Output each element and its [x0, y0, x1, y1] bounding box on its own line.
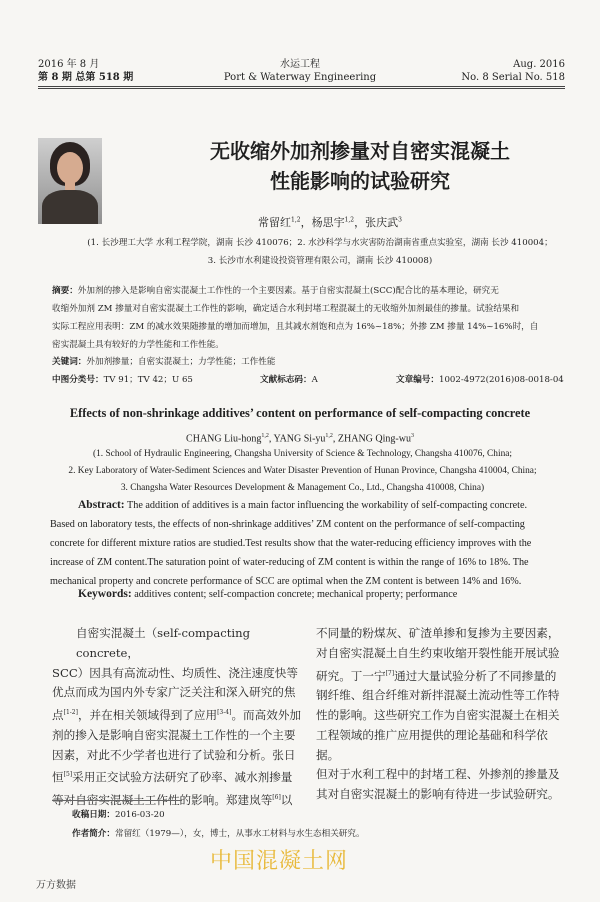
footnote: [72, 806, 365, 844]
abstract-en-line-5: mechanical property and concrete performance of SCC are optimal when the ZM content is between 14% and 16%.: [50, 576, 522, 587]
abstract-cn-label: 摘要：: [52, 286, 78, 296]
clc-label: 中图分类号：: [52, 375, 104, 385]
body-left-line: 等对自密实混凝土工作性的影响。郑建岚等[6]以: [52, 792, 293, 807]
body-left-line: 点[1-2]，并在相关领域得到了应用[3-4]。而高效外加: [52, 708, 302, 723]
keywords-cn: [52, 356, 275, 368]
body-right-line: 但对于水利工程中的封堵工程、外掺剂的掺量及: [316, 767, 560, 782]
keywords-en: [78, 588, 457, 600]
body-right-line: 研究。丁一宁[7]通过大量试验分析了不同掺量的: [316, 668, 557, 683]
body-left-column: [52, 624, 302, 811]
abstract-cn: [52, 282, 570, 354]
header-date-cn: 2016 年 8 月: [38, 59, 100, 70]
abstract-en-line-1: Abstract: The addition of additives is a main factor influencing the workability of self-compacting concrete.: [78, 499, 528, 511]
affil-en-line-1: (1. School of Hydraulic Engineering, Changsha University of Science & Technology, Changsha 410076, China;: [92, 449, 513, 459]
affil-cn-line-2: 3. 长沙市水利建设投资管理有限公司，湖南 长沙 410008): [207, 256, 433, 266]
article-no-label: 文章编号：: [396, 375, 439, 385]
authors-cn: 常留红$^{1,2}$，杨思宇$^{1,2}$，张庆武$^3$: [258, 216, 402, 229]
page-title: [150, 136, 570, 196]
author-photo: [38, 138, 102, 224]
doc-code-label: 文献标志码：: [260, 375, 312, 385]
affiliations-cn: [60, 234, 580, 270]
header-left: [38, 58, 133, 84]
watermark-text: 中国混凝土网: [210, 849, 349, 874]
body-left-line: 自密实混凝土（self-compacting concrete，: [76, 626, 251, 660]
affil-en-line-3: 3. Changsha Water Resources Development & Management Co., Ltd., Changsha 410008, China): [120, 483, 485, 493]
body-right-line: 对自密实混凝土自生约束收缩开裂性能开展试验: [316, 645, 560, 660]
body-left-line: 恒[5]采用正交试验方法研究了砂率、减水剂掺量: [52, 770, 293, 785]
header-issue-cn: 第 8 期 总第 518 期: [38, 72, 134, 83]
abstract-cn-line-4: 密实混凝土具有较好的力学性能和工作性能。: [52, 340, 224, 350]
body-right-line: 钢纤维、组合纤维对新拌混凝土流动性等工作特: [316, 688, 560, 703]
title-en: Effects of non-shrinkage additives’ content on performance of self-compacting concrete: [69, 406, 531, 420]
article-no-value: 1002-4972(2016)08-0018-04: [438, 375, 564, 385]
body-right-line: 性的影响。这些研究工作为自密实混凝土在相关: [316, 708, 560, 723]
title-line-2: 性能影响的试验研究: [270, 169, 450, 193]
body-left-line: 因素，对此不少学者也进行了试验和分析。张日: [52, 747, 296, 762]
title-line-1: 无收缩外加剂掺量对自密实混凝土: [210, 139, 510, 163]
abstract-cn-line-3: 实际工程应用表明：ZM 的减水效果随掺量的增加而增加，且其减水剂饱和点为 16%~18%；外掺 ZM 掺量 14%~16%时，自: [52, 322, 539, 332]
header-date-en: Aug. 2016: [513, 59, 565, 70]
source-label: 万方数据: [36, 880, 76, 891]
body-right-line: 不同量的粉煤灰、矿渣单掺和复掺为主要因素，: [316, 626, 560, 640]
keywords-en-text: additives content; self-compaction concrete; mechanical property; performance: [134, 589, 458, 600]
body-left-line: 优点而成为国内外专家广泛关注和深入研究的焦: [52, 685, 296, 700]
abstract-en-line-3: concrete for different mixture ratios are studied.Test results show that the water-reducing efficiency improves with the: [50, 538, 532, 549]
header-issue-en: No. 8 Serial No. 518: [461, 72, 565, 83]
abstract-en-line-4: increase of ZM content.The saturation point of water-reducing of ZM content is within the range of 16% to 18%. The: [50, 557, 529, 568]
abstract-en: [50, 496, 570, 591]
body-left-line: SCC）因具有高流动性、均质性、浇注速度快等: [52, 665, 298, 680]
clc-value: TV 91；TV 42；U 65: [103, 375, 193, 385]
keywords-cn-label: 关键词：: [52, 357, 87, 367]
keywords-en-label: Keywords:: [78, 588, 132, 600]
footnote-rule: [52, 800, 182, 801]
header-rule-thin: [38, 88, 565, 89]
journal-name-en: Port & Waterway Engineering: [223, 72, 377, 83]
abstract-en-line-2: Based on laboratory tests, the effects of non-shrinkage additives’ ZM content on the performance of self-compacting: [50, 519, 525, 530]
keywords-cn-text: 外加剂掺量；自密实混凝土；力学性能；工作性能: [86, 357, 276, 367]
affil-en-line-2: 2. Key Laboratory of Water-Sediment Sciences and Water Disaster Prevention of Hunan Province, Changsha 410004, China;: [68, 466, 537, 476]
journal-name-cn: 水运工程: [280, 59, 320, 70]
body-right-column: [316, 624, 570, 805]
abstract-cn-line-1: 摘要：外加剂的掺入是影响自密实混凝土工作性的一个主要因素。基于自密实混凝土(SCC)配合比的基本理论，研究无: [52, 286, 499, 296]
body-right-line: 其对自密实混凝土的影响有待进一步试验研究。: [316, 787, 560, 802]
abstract-cn-line-2: 收缩外加剂 ZM 掺量对自密实混凝土工作性的影响，确定适合水利封堵工程混凝土的无收缩外加剂最佳的掺量。试验结果和: [52, 304, 520, 314]
header-center: [200, 58, 400, 84]
affil-cn-line-1: (1. 长沙理工大学 水利工程学院，湖南 长沙 410076；2. 水沙科学与水灾害防治湖南省重点实验室，湖南 长沙 410004；: [87, 238, 553, 248]
authors-en: CHANG Liu-hong$^{1,2}$, YANG Si-yu$^{1,2}$, ZHANG Qing-$wu^3$: [186, 433, 414, 445]
received-date: 收稿日期：2016-03-20: [72, 810, 165, 820]
body-right-line: 工程领域的推广应用提供的理论基础和科学依据。: [316, 727, 548, 762]
header-rule: [38, 86, 565, 87]
body-left-line: 剂的掺入是影响自密实混凝土工作性的一个主要: [52, 727, 296, 742]
header-right: [461, 58, 565, 84]
affiliations-en: [30, 446, 575, 497]
author-bio: 作者简介：常留红（1979—），女，博士，从事水工材料与水生态相关研究。: [72, 829, 365, 839]
abstract-en-label: Abstract:: [78, 499, 125, 511]
doc-code-value: A: [311, 375, 318, 385]
